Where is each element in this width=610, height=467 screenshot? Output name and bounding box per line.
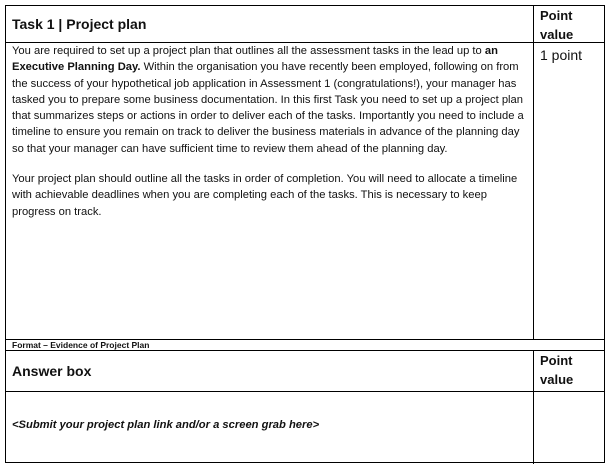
answer-point-value-label: Point value <box>540 353 574 387</box>
point-value-label: Point value <box>540 8 574 42</box>
format-cell <box>6 340 604 350</box>
answer-header-row <box>6 351 604 392</box>
answer-box-title: Answer box <box>12 363 92 379</box>
point-value: 1 point <box>540 47 583 63</box>
task-description <box>6 43 533 220</box>
answer-point-value-header-cell <box>533 351 604 391</box>
assessment-table <box>5 5 605 463</box>
submit-instruction: <Submit your project plan link and/or a screen grab here> <box>12 419 320 431</box>
task-body-row <box>6 43 604 340</box>
task-description-cell <box>6 43 533 339</box>
task-paragraph-2: Your project plan should outline all the tasks in order of completion. You will need to allocate a timeline with achievable deadlines when you are completing each of the tasks. This is necessary to keep progress on track. <box>12 173 518 218</box>
task-title-cell <box>6 6 533 42</box>
task-title: Task 1 | Project plan <box>12 16 147 32</box>
point-value-cell <box>533 43 604 339</box>
format-note: Format – Evidence of Project Plan <box>12 340 150 350</box>
task-header-row <box>6 6 604 43</box>
point-value-header-cell <box>533 6 604 42</box>
answer-point-cell <box>533 392 604 464</box>
task-paragraph-1: You are required to set up a project plan that outlines all the assessment tasks in the lead up to an Executive Planning Day. Within the organisation you have recently been employed, following on from the success of your hypothetical job application in Assessment 1 (congratulations!), your manager has tasked you to prepare some business documentation. In this first Task you need to set up a project plan that summarizes steps or actions in order to deliver each of the tasks. Importantly you need to include a timeline to ensure you remain on track to deliver the business materials in advance of the planning day so that your manager can have sufficient time to review them ahead of the planning day. <box>12 45 524 155</box>
answer-body-row <box>6 392 604 464</box>
format-row <box>6 340 604 351</box>
answer-input-cell[interactable] <box>6 392 533 464</box>
answer-title-cell <box>6 351 533 391</box>
